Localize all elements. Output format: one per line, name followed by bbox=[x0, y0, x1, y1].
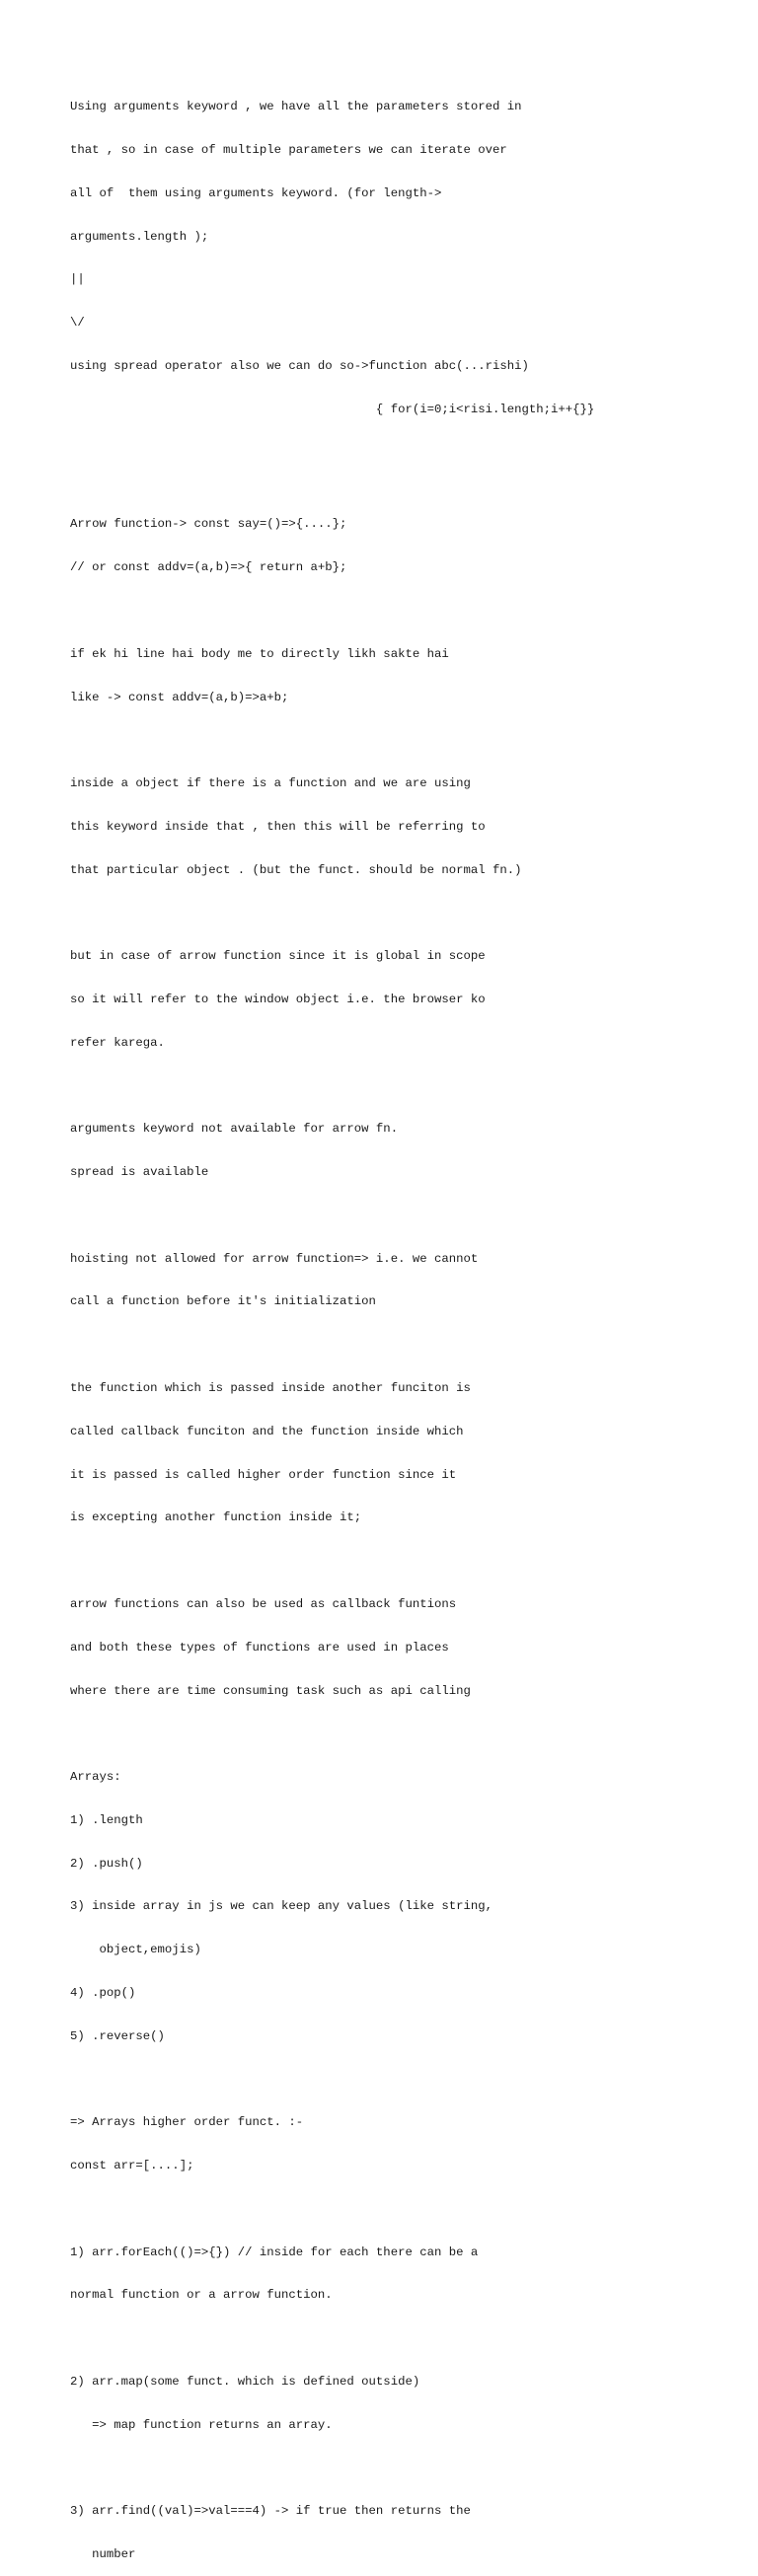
spacer bbox=[70, 2331, 741, 2346]
spacer bbox=[70, 2462, 741, 2476]
text-line: but in case of arrow function since it is global in scope bbox=[70, 949, 486, 964]
text-line: where there are time consuming task such as api calling bbox=[70, 1683, 471, 1698]
list-item: 4) .pop() bbox=[70, 1985, 136, 2000]
list-item: 3) arr.find((val)=>val===4) -> if true then returns the bbox=[70, 2504, 471, 2519]
text-line: it is passed is called higher order function since it bbox=[70, 1467, 457, 1482]
text-line: is excepting another function inside it; bbox=[70, 1510, 362, 1525]
text-line: using spread operator also we can do so->function abc(...rishi) bbox=[70, 358, 529, 373]
text-line: and both these types of functions are used in places bbox=[70, 1640, 449, 1655]
text-line: hoisting not allowed for arrow function=> i.e. we cannot bbox=[70, 1251, 479, 1266]
text-line: so it will refer to the window object i.e. the browser ko bbox=[70, 993, 486, 1007]
text-line: arrow functions can also be used as callback funtions bbox=[70, 1596, 457, 1611]
text-line: that particular object . (but the funct. should be normal fn.) bbox=[70, 862, 522, 877]
spacer bbox=[70, 1338, 741, 1353]
text-line: this keyword inside that , then this will be referring to bbox=[70, 819, 486, 834]
list-item: 3) inside array in js we can keep any values (like string, bbox=[70, 1899, 493, 1914]
text-line: || bbox=[70, 272, 85, 287]
text-line: refer karega. bbox=[70, 1035, 165, 1050]
text-line: Using arguments keyword , we have all the parameters stored in bbox=[70, 100, 522, 114]
spacer bbox=[70, 2073, 741, 2088]
text-line: called callback funciton and the function inside which bbox=[70, 1424, 464, 1438]
list-item-continuation: => map function returns an array. bbox=[70, 2417, 333, 2432]
text-line: like -> const addv=(a,b)=>a+b; bbox=[70, 690, 289, 704]
text-line: Arrow function-> const say=()=>{....}; bbox=[70, 517, 347, 532]
spacer bbox=[70, 445, 741, 488]
text-line: if ek hi line hai body me to directly likh sakte hai bbox=[70, 646, 449, 661]
list-item: 5) .reverse() bbox=[70, 2028, 165, 2043]
spacer bbox=[70, 604, 741, 619]
spacer bbox=[70, 1209, 741, 1223]
list-item: 1) arr.forEach(()=>{}) // inside for each there can be a bbox=[70, 2245, 479, 2259]
spacer bbox=[70, 1727, 741, 1741]
text-line: // or const addv=(a,b)=>{ return a+b}; bbox=[70, 560, 347, 575]
list-item-continuation: normal function or a arrow function. bbox=[70, 2288, 333, 2303]
text-line: \/ bbox=[70, 316, 85, 331]
list-item-continuation: number bbox=[70, 2547, 136, 2562]
list-item-continuation: object,emojis) bbox=[70, 1943, 201, 1957]
text-line: arguments keyword not available for arrow fn. bbox=[70, 1122, 399, 1137]
text-line: all of them using arguments keyword. (for length-> bbox=[70, 185, 442, 200]
text-line: that , so in case of multiple parameters we can iterate over bbox=[70, 142, 507, 157]
list-item: 1) .length bbox=[70, 1812, 143, 1827]
spacer bbox=[70, 906, 741, 920]
list-item: 2) .push() bbox=[70, 1856, 143, 1871]
text-line: the function which is passed inside another funciton is bbox=[70, 1381, 471, 1396]
spacer bbox=[70, 1079, 741, 1094]
section-heading: Arrays: bbox=[70, 1770, 121, 1785]
spacer bbox=[70, 2202, 741, 2217]
text-line: const arr=[....]; bbox=[70, 2159, 194, 2173]
spacer bbox=[70, 733, 741, 748]
text-line: { for(i=0;i<risi.length;i++{}} bbox=[70, 402, 595, 416]
list-item: 2) arr.map(some funct. which is defined outside) bbox=[70, 2375, 420, 2390]
text-line: inside a object if there is a function and we are using bbox=[70, 776, 471, 791]
spacer bbox=[70, 1554, 741, 1569]
text-line: => Arrays higher order funct. :- bbox=[70, 2115, 304, 2130]
document-page bbox=[70, 71, 741, 2576]
text-line: spread is available bbox=[70, 1165, 209, 1180]
text-line: call a function before it's initialization bbox=[70, 1294, 376, 1309]
text-line: arguments.length ); bbox=[70, 229, 209, 244]
